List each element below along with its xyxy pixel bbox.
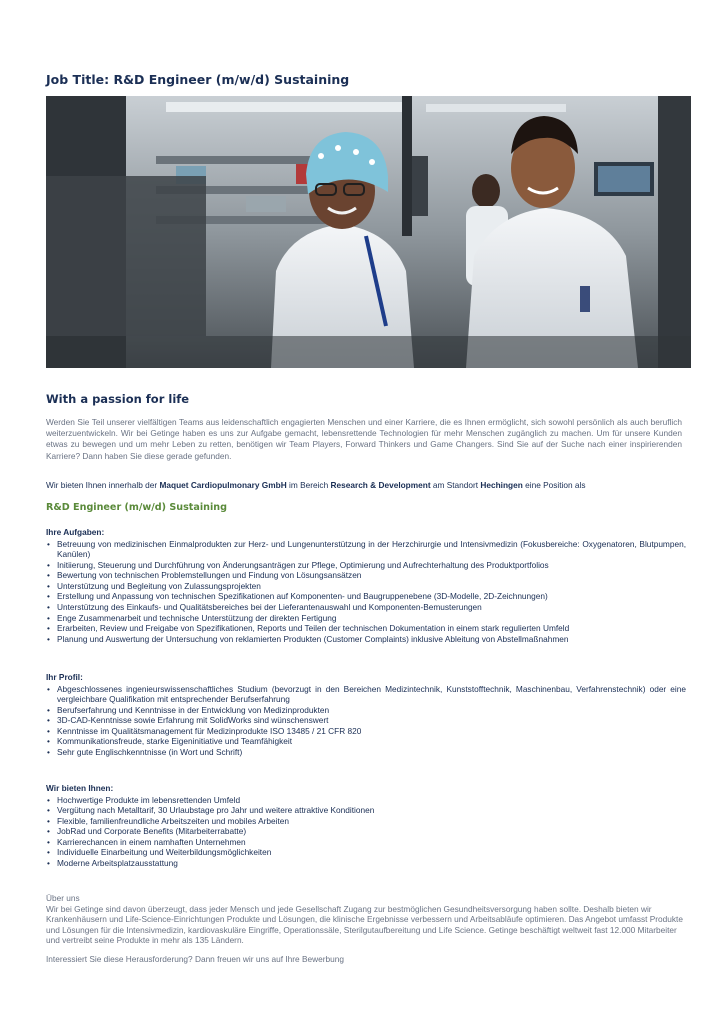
offer-text: am Standort (430, 480, 481, 490)
benefits-heading: Wir bieten Ihnen: (46, 783, 114, 793)
department-name: Research & Development (330, 480, 431, 490)
position-title: R&D Engineer (m/w/d) Sustaining (46, 502, 227, 513)
about-paragraph: Wir bei Getinge sind davon überzeugt, dass jeder Mensch und jede Gesellschaft Zugang zur bestmöglichen Gesundheitsversorgung haben sollte. Deshalb bieten wir Krankenhäusern und Life-Science-Einrichtungen Produkte und Lösungen, die klinische Ergebnisse verbessern und Arbeitsabläufe optimieren. Das Angebot umfasst Produkte und Lösungen für die Intensivmedizin, kardiovaskuläre Eingriffe, Operationssäle, Sterilgutaufbereitung und Life Science. Getinge beschäftigt weltweit fast 12.000 Mitarbeiter und vertreibt seine Produkte in mehr als 135 Ländern. (46, 903, 683, 946)
benefits-list (46, 795, 686, 869)
location-name: Hechingen (480, 480, 523, 490)
list-item: • Unterstützung und Begleitung von Zulassungsprojekten (46, 581, 686, 592)
list-item: • JobRad und Corporate Benefits (Mitarbeiterrabatte) (46, 826, 686, 837)
list-item: • Berufserfahrung und Kenntnisse in der Entwicklung von Medizinprodukten (46, 705, 686, 716)
list-item: • Enge Zusammenarbeit und technische Unterstützung der direkten Fertigung (46, 613, 686, 624)
tasks-list (46, 539, 686, 645)
about-section (46, 893, 684, 946)
list-item: • Abgeschlossenes ingenieurswissenschaftliches Studium (bevorzugt in den Bereichen Medizintechnik, Kunststofftechnik, Maschinenbau, Verfahrenstechnik) oder eine vergleichbare Qualifikation mit entsprechender Berufserfahrung (46, 684, 686, 705)
list-item: • Erarbeiten, Review und Freigabe von Spezifikationen, Reports und Teilen der technischen Dokumentation in einem stark regulierten Umfeld (46, 623, 686, 634)
lab-photo (46, 96, 691, 368)
benefits-section (46, 783, 686, 869)
list-item: • Sehr gute Englischkenntnisse (in Wort und Schrift) (46, 747, 686, 758)
profile-list (46, 684, 686, 758)
list-item: • Planung und Auswertung der Untersuchung von reklamierten Produkten (Customer Complaints) inklusive Ableitung von Abstellmaßnahmen (46, 634, 686, 645)
list-item: • Erstellung und Anpassung von technischen Spezifikationen auf Komponenten- und Baugruppenebene (3D-Modelle, 2D-Zeichnungen) (46, 591, 686, 602)
profile-heading: Ihr Profil: (46, 672, 83, 682)
list-item: • Vergütung nach Metalltarif, 30 Urlaubstage pro Jahr und weitere attraktive Konditionen (46, 805, 686, 816)
about-heading: Über uns (46, 893, 80, 903)
company-name: Maquet Cardiopulmonary GmbH (159, 480, 287, 490)
list-item: • 3D-CAD-Kenntnisse sowie Erfahrung mit SolidWorks sind wünschenswert (46, 715, 686, 726)
tasks-heading: Ihre Aufgaben: (46, 527, 105, 537)
intro-paragraph: Werden Sie Teil unserer vielfältigen Teams aus leidenschaftlich engagierten Menschen und einer Karriere, die es Ihnen ermöglicht, sich sowohl persönlich als auch beruflich weiterzuentwickeln. Wir bei Getinge haben es uns zur Aufgabe gemacht, lebensrettende Technologien für mehr Menschen zugänglich zu machen. Um für unsere Kunden etwas zu bewegen und um mehr Leben zu retten, benötigen wir Team Players, Forward Thinkers und Game Changers. Sind Sie auf der Suche nach einer inspirierenden Karriere? Dann haben Sie diese gerade gefunden. (46, 417, 682, 461)
closing-sentence: Interessiert Sie diese Herausforderung? Dann freuen wir uns auf Ihre Bewerbung (46, 954, 344, 964)
list-item: • Kenntnisse im Qualitätsmanagement für Medizinprodukte ISO 13485 / 21 CFR 820 (46, 726, 686, 737)
list-item: • Individuelle Einarbeitung und Weiterbildungsmöglichkeiten (46, 847, 686, 858)
offer-sentence (46, 480, 686, 491)
list-item: • Initiierung, Steuerung und Durchführung von Änderungsanträgen zur Pflege, Optimierung und Aufrechterhaltung des Produktportfolios (46, 560, 686, 571)
job-title: Job Title: R&D Engineer (m/w/d) Sustaining (46, 72, 350, 87)
list-item: • Hochwertige Produkte im lebensrettenden Umfeld (46, 795, 686, 806)
list-item: • Betreuung von medizinischen Einmalprodukten zur Herz- und Lungenunterstützung in der Herzchirurgie und Intensivmedizin (Fokusbereiche: Oxygenatoren, Blutpumpen, Kanülen) (46, 539, 686, 560)
list-item: • Bewertung von technischen Problemstellungen und Findung von Lösungsansätzen (46, 570, 686, 581)
list-item: • Flexible, familienfreundliche Arbeitszeiten und mobiles Arbeiten (46, 816, 686, 827)
tasks-section (46, 527, 686, 644)
list-item: • Karrierechancen in einem namhaften Unternehmen (46, 837, 686, 848)
list-item: • Moderne Arbeitsplatzausstattung (46, 858, 686, 869)
offer-text: Wir bieten Ihnen innerhalb der (46, 480, 160, 490)
passion-heading: With a passion for life (46, 392, 190, 406)
offer-text: eine Position als (522, 480, 586, 490)
lab-photo-illustration (46, 96, 691, 368)
profile-section (46, 672, 686, 758)
list-item: • Kommunikationsfreude, starke Eigeninitiative und Teamfähigkeit (46, 736, 686, 747)
offer-text: im Bereich (286, 480, 331, 490)
list-item: • Unterstützung des Einkaufs- und Qualitätsbereiches bei der Lieferantenauswahl und Komponenten-Bemusterungen (46, 602, 686, 613)
